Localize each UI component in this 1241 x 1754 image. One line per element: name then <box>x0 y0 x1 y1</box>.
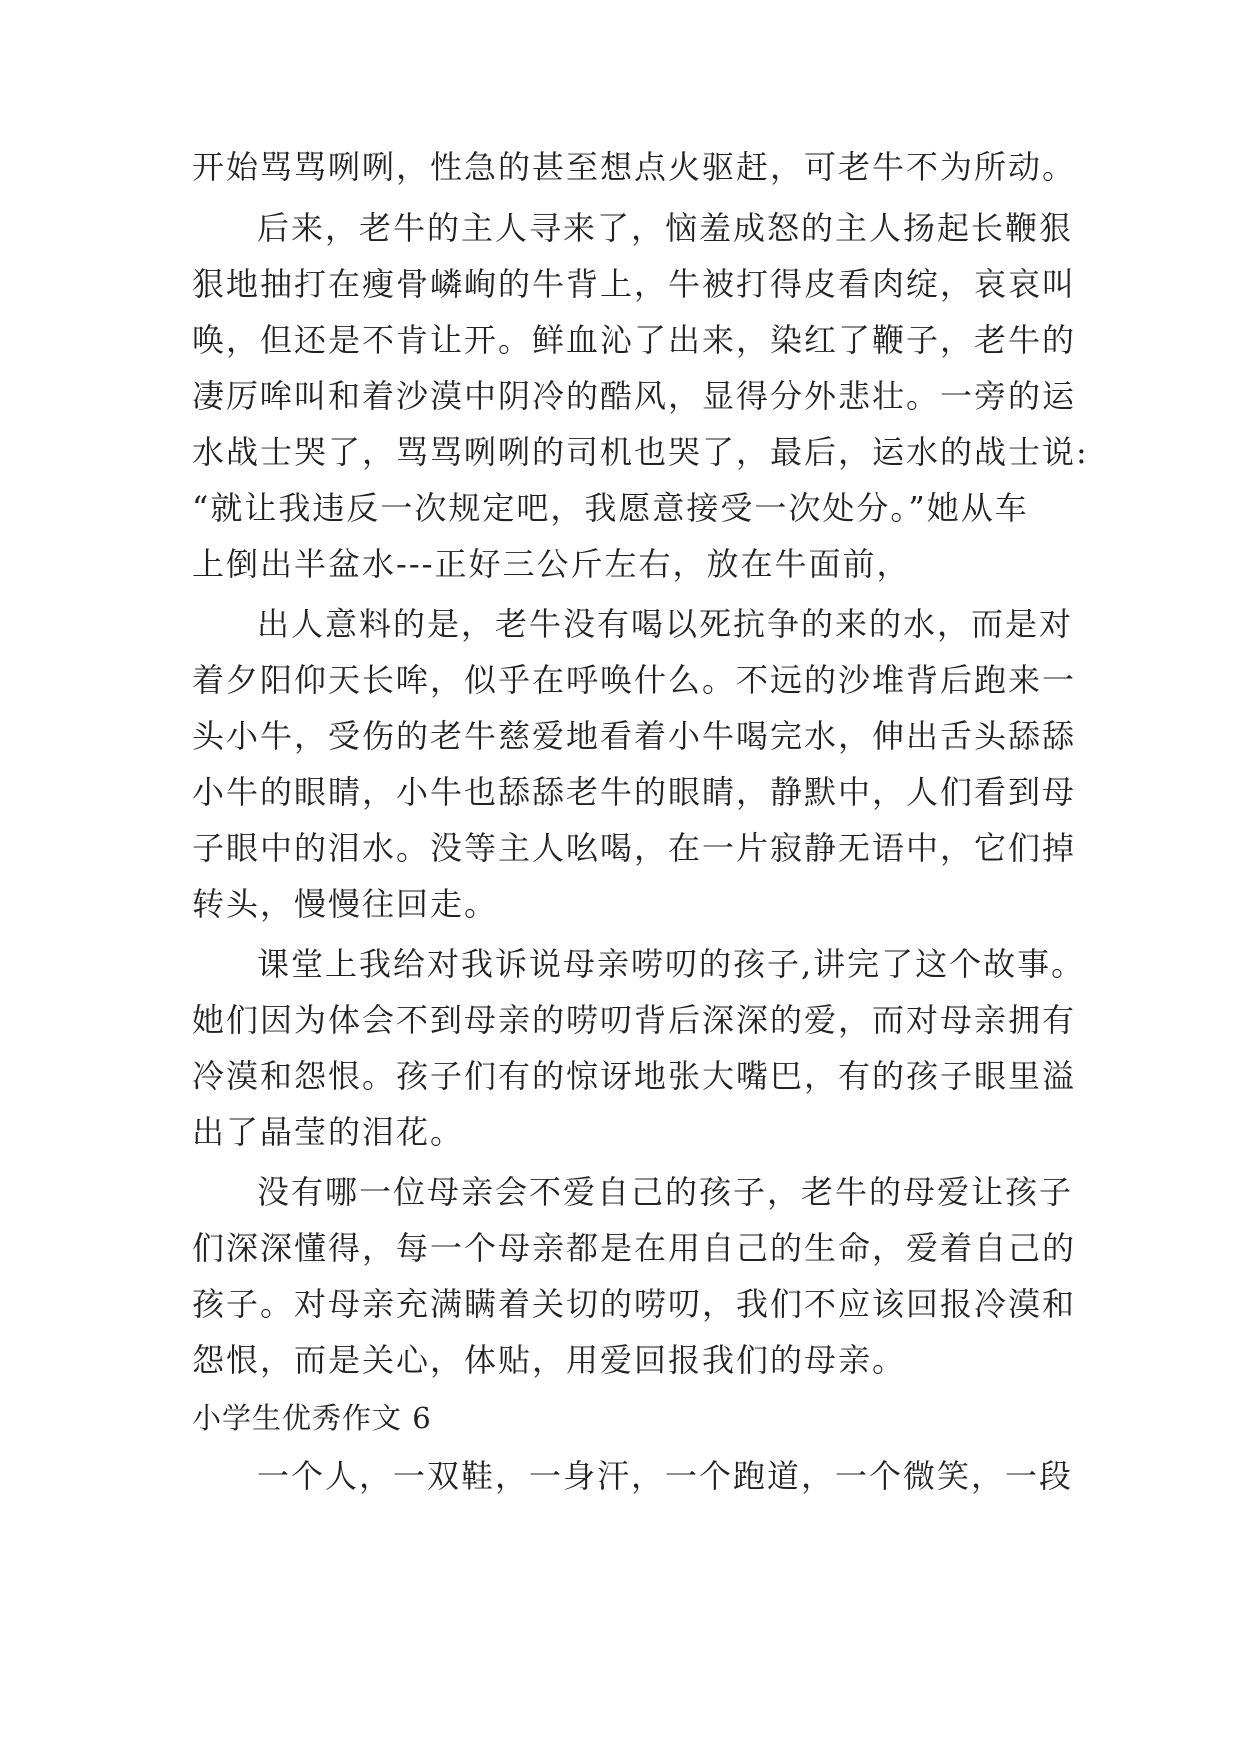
text-line: 后来，老牛的主人寻来了，恼羞成怒的主人扬起长鞭狠 <box>257 209 1074 247</box>
text-line: 着夕阳仰天长哞，似乎在呼唤什么。不远的沙堆背后跑来一 <box>192 661 1077 699</box>
text-line: 出了晶莹的泪花。 <box>192 1113 465 1151</box>
text-line: 一个人，一双鞋，一身汗，一个跑道，一个微笑，一段 <box>257 1457 1074 1495</box>
text-line: 没有哪一位母亲会不爱自己的孩子，老牛的母爱让孩子 <box>257 1173 1074 1211</box>
text-line: 们深深懂得，每一个母亲都是在用自己的生命，爱着自己的 <box>192 1229 1077 1267</box>
text-line: 头小牛，受伤的老牛慈爱地看着小牛喝完水，伸出舌头舔舔 <box>192 717 1077 755</box>
text-line: 唤，但还是不肯让开。鲜血沁了出来，染红了鞭子，老牛的 <box>192 321 1077 359</box>
text-line: 冷漠和怨恨。孩子们有的惊讶地张大嘴巴，有的孩子眼里溢 <box>192 1057 1077 1095</box>
text-line: 出人意料的是，老牛没有喝以死抗争的来的水，而是对 <box>257 605 1074 643</box>
text-line: 怨恨，而是关心，体贴，用爱回报我们的母亲。 <box>192 1341 907 1379</box>
text-line: 转头，慢慢往回走。 <box>192 885 499 923</box>
text-line: 狠地抽打在瘦骨嶙峋的牛背上，牛被打得皮看肉绽，哀哀叫 <box>192 265 1077 303</box>
text-line: 凄厉哞叫和着沙漠中阴冷的酷风，显得分外悲壮。一旁的运 <box>192 377 1077 415</box>
text-line: 孩子。对母亲充满瞒着关切的唠叨，我们不应该回报冷漠和 <box>192 1285 1077 1323</box>
section-heading: 小学生优秀作文 6 <box>192 1401 432 1435</box>
text-line: 子眼中的泪水。没等主人吆喝，在一片寂静无语中，它们掉 <box>192 829 1077 867</box>
text-line: 开始骂骂咧咧，性急的甚至想点火驱赶，可老牛不为所动。 <box>192 148 1077 186</box>
text-line: 课堂上我给对我诉说母亲唠叨的孩子,讲完了这个故事。 <box>257 945 1086 983</box>
text-line: 小牛的眼睛，小牛也舔舔老牛的眼睛，静默中，人们看到母 <box>192 773 1077 811</box>
text-line: 上倒出半盆水---正好三公斤左右，放在牛面前， <box>192 545 911 583</box>
text-line: 她们因为体会不到母亲的唠叨背后深深的爱，而对母亲拥有 <box>192 1001 1077 1039</box>
text-line: “就让我违反一次规定吧，我愿意接受一次处分。”她从车 <box>192 489 1029 527</box>
text-line: 水战士哭了，骂骂咧咧的司机也哭了，最后，运水的战士说: <box>192 433 1089 471</box>
